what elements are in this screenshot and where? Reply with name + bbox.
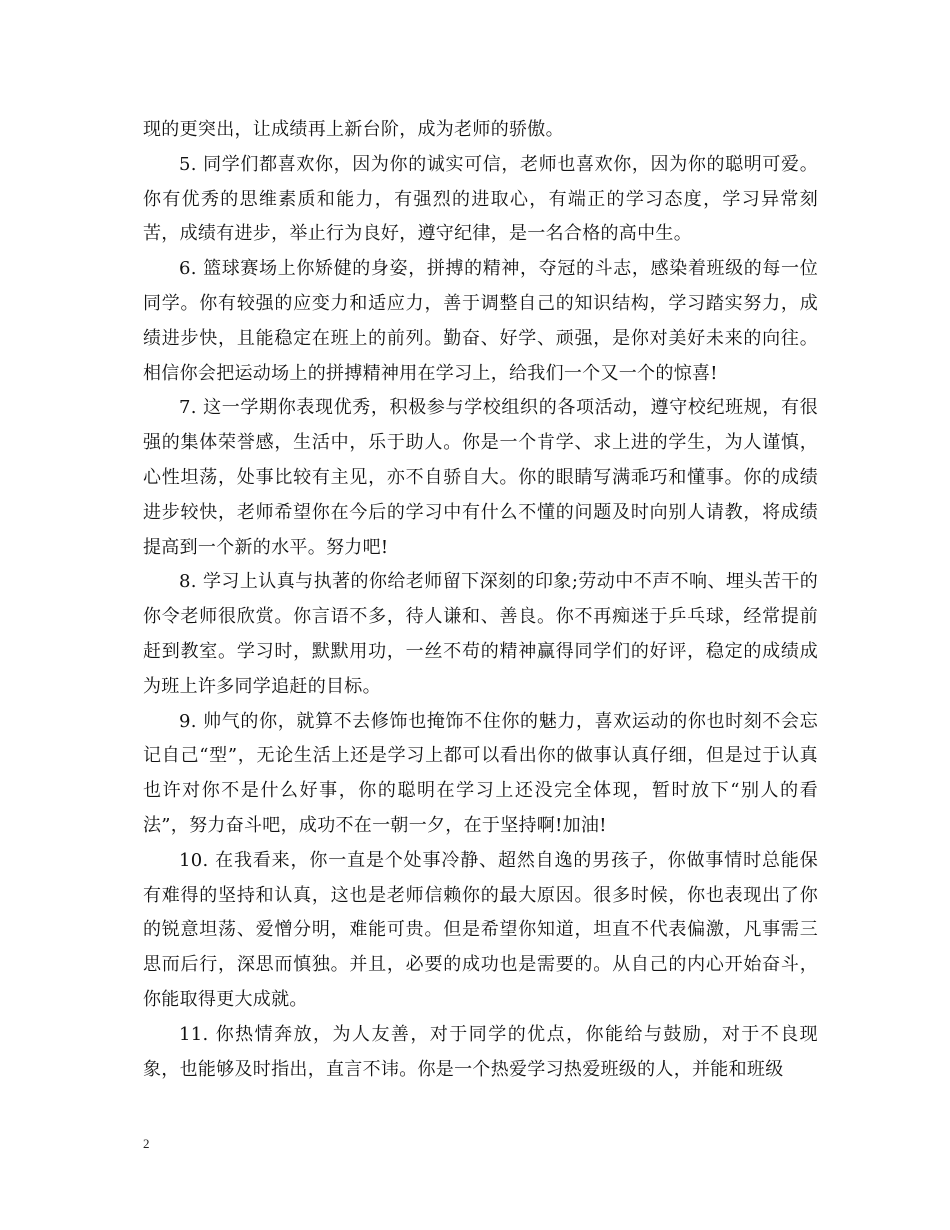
paragraph-9: 9. 帅气的你，就算不去修饰也掩饰不住你的魅力，喜欢运动的你也时刻不会忘记自己“型”，无论生活上还是学习上都可以看出你的做事认真仔细，但是过于认真也许对你不是什么好事，你的聪明在学习上还没完全体现，暂时放下“别人的看法”，努力奋斗吧，成功不在一朝一夕，在于坚持啊!加油! [143,710,818,836]
paragraph-11: 11. 你热情奔放，为人友善，对于同学的优点，你能给与鼓励，对于不良现象，也能够及时指出，直言不讳。你是一个热爱学习热爱班级的人，并能和班级 [143,1023,818,1080]
paragraph-7: 7. 这一学期你表现优秀，积极参与学校组织的各项活动，遵守校纪班规，有很强的集体荣誉感，生活中，乐于助人。你是一个肯学、求上进的学生，为人谨慎，心性坦荡，处事比较有主见，亦不自骄自大。你的眼睛写满乖巧和懂事。你的成绩进步较快，老师希望你在今后的学习中有什么不懂的问题及时向别人请教，将成绩提高到一个新的水平。努力吧! [143,397,818,558]
document-body [143,113,818,1087]
paragraph-5: 5. 同学们都喜欢你，因为你的诚实可信，老师也喜欢你，因为你的聪明可爱。你有优秀的思维素质和能力，有强烈的进取心，有端正的学习态度，学习异常刻苦，成绩有进步，举止行为良好，遵守纪律，是一名合格的高中生。 [143,153,818,245]
page-number: 2 [143,1136,150,1151]
paragraph-continuation: 现的更突出，让成绩再上新台阶，成为老师的骄傲。 [143,119,564,140]
paragraph-10: 10. 在我看来，你一直是个处事冷静、超然自逸的男孩子，你做事情时总能保有难得的坚持和认真，这也是老师信赖你的最大原因。很多时候，你也表现出了你的锐意坦荡、爱憎分明，难能可贵。但是希望你知道，坦直不代表偏激，凡事需三思而后行，深思而慎独。并且，必要的成功也是需要的。从自己的内心开始奋斗，你能取得更大成就。 [143,849,818,1010]
paragraph-6: 6. 篮球赛场上你矫健的身姿，拼搏的精神，夺冠的斗志，感染着班级的每一位同学。你有较强的应变力和适应力，善于调整自己的知识结构，学习踏实努力，成绩进步快，且能稳定在班上的前列。勤奋、好学、顽强，是你对美好未来的向往。相信你会把运动场上的拼搏精神用在学习上，给我们一个又一个的惊喜! [143,258,818,384]
paragraph-8: 8. 学习上认真与执著的你给老师留下深刻的印象;劳动中不声不响、埋头苦干的你令老师很欣赏。你言语不多，待人谦和、善良。你不再痴迷于乒乓球，经常提前赶到教室。学习时，默默用功，一丝不苟的精神赢得同学们的好评，稳定的成绩成为班上许多同学追赶的目标。 [143,571,818,697]
